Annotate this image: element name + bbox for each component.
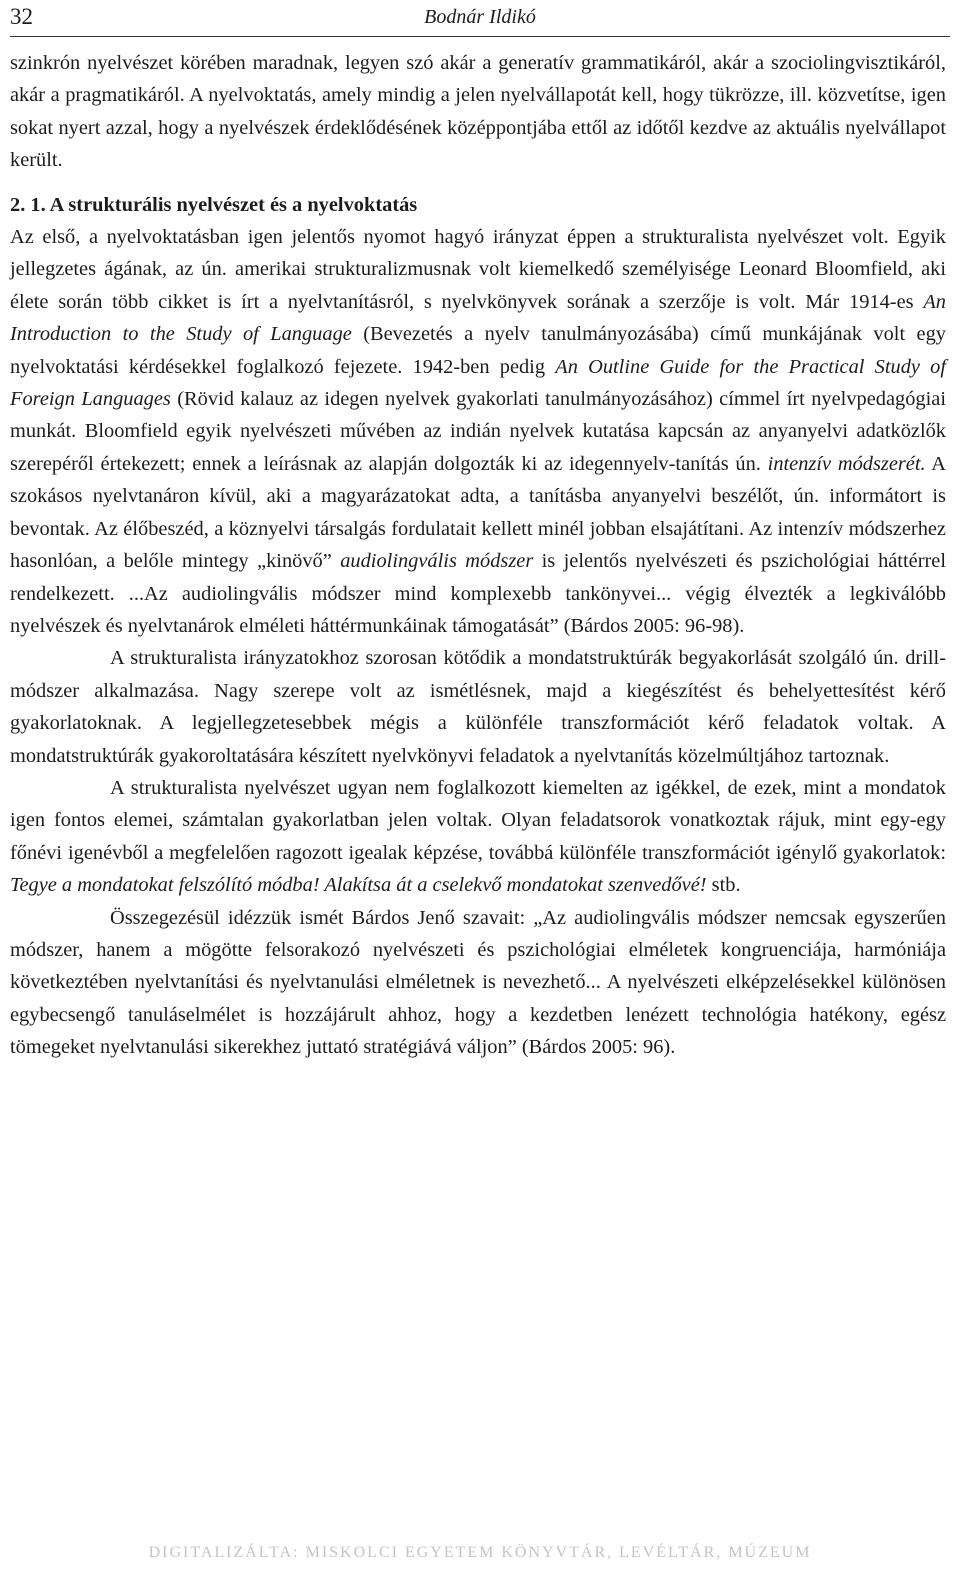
book-title: An Introduction to the Study of Language — [10, 290, 946, 346]
paragraph-summary — [10, 902, 946, 1064]
emphasis-term: intenzív módszerét. — [767, 452, 926, 475]
paragraph-text: is jelentős nyelvészeti és pszichológiai háttérrel rendelkezett. ...Az audiolingvális módszer mind komplexebb tankönyvei... végig élvezték a legkiválóbb nyelvészek és nyelvtanárok elméleti háttérmunkáinak támogatását” (Bárdos 2005: 96-98). — [10, 550, 946, 637]
paragraph-text: stb. — [706, 874, 741, 897]
running-head: Bodnár Ildikó — [424, 6, 536, 28]
paragraph-bloomfield — [10, 221, 946, 642]
body-text — [10, 47, 946, 1064]
paragraph-text: (Bevezetés a nyelv tanulmányozásába) című munkájának volt egy nyelvoktatási kérdésekkel foglalkozó fejezete. 1942-ben pedig — [10, 323, 946, 378]
page-header — [10, 2, 950, 37]
paragraph-text: A strukturalista nyelvészet ugyan nem foglalkozott kiemelten az igékkel, de ezek, mint a mondatok igen fontos elemei, számtalan gyakorlatban jelen voltak. Olyan feladatsorok vonatkoztak rájuk, mint egy-egy főnévi igenévből a megfelelően ragozott igealak képzése, továbbá különféle transzformációt igénylő gyakorlatok: — [10, 776, 946, 864]
paragraph-drill — [10, 642, 946, 772]
paragraph-text: A strukturalista irányzatokhoz szorosan kötődik a mondatstruktúrák begyakorlását szolgáló ún. drill-módszer alkalmazása. Nagy szerepe volt az ismétlésnek, majd a kiegészítést és behelyettesítést kérő gyakorlatoknak. A legjellegzetesebbek mégis a különféle transzformációt kérő feladatok voltak. A mondatstruktúrák gyakoroltatására készített nyelvkönyvi feladatok a nyelvtanítás közelmúltjához tartoznak. — [10, 647, 946, 767]
paragraph-text: Az első, a nyelvoktatásban igen jelentős nyomot hagyó irányzat éppen a strukturalista nyelvészet volt. Egyik jellegzetes ágának, az ún. amerikai strukturalizmusnak volt kiemelkedő személyisége Leonard Bloomfield, aki élete során több cikket is írt a nyelvtanításról, s nyelvkönyvek sorának a szerzője is volt. Már 1914-es — [10, 226, 946, 313]
book-title: An Outline Guide for the Practical Study of Foreign Languages — [10, 355, 946, 411]
emphasis-term: audiolingvális módszer — [340, 550, 534, 573]
digitization-watermark: DIGITALIZÁLTA: MISKOLCI EGYETEM KÖNYVTÁR, LEVÉLTÁR, MÚZEUM — [148, 1544, 812, 1561]
section-heading: 2. 1. A strukturális nyelvészet és a nyelvoktatás — [10, 193, 418, 216]
paragraph-verbs — [10, 772, 946, 902]
paragraph-text: szinkrón nyelvészet körében maradnak, legyen szó akár a generatív grammatikáról, akár a szociolingvisztikáról, akár a pragmatikáról. A nyelvoktatás, amely mindig a jelen nyelvállapotát kell, hogy tükrözze, ill. közvetítse, igen sokat nyert azzal, hogy a nyelvészek érdeklődésének középpontjába ettől az időtől kezdve az aktuális nyelvállapot került. — [10, 52, 946, 172]
paragraph-text: Összegezésül idézzük ismét Bárdos Jenő szavait: „Az audiolingvális módszer nemcsak egyszerűen módszer, hanem a mögötte felsorakozó nyelvészeti és pszichológiai elméletek kongruenciája, harmóniája következtében nyelvtanítási és nyelvtanulási elméletnek is nevezhető... A nyelvészeti elképzelésekkel különösen egybecsengő tanuláselmélet is hozzájárult ahhoz, hogy a kezdetben lenézett technológia hatékony, egész tömegeket nyelvtanulási sikerekhez juttató stratégiává váljon” (Bárdos 2005: 96). — [10, 906, 946, 1059]
paragraph-text: (Rövid kalauz az idegen nyelvek gyakorlati tanulmányozásához) címmel írt nyelvpedagógiai munkát. Bloomfield egyik nyelvészeti művében az indián nyelvek kutatása kapcsán az anyanyelvi adatközlők szerepéről értekezett; ennek a leírásnak az alapján dolgozták ki az idegennyelv-tanítás ún. — [10, 388, 946, 475]
paragraph-text: A szokásos nyelvtanáron kívül, aki a magyarázatokat adta, a tanításba anyanyelvi beszélőt, ún. informátort is bevontak. Az élőbeszéd, a köznyelvi társalgás fordulatait kellett minél jobban elsajátítani. Az intenzív módszerhez hasonlóan, a belőle mintegy „kinövő” — [10, 452, 947, 573]
page-number: 32 — [10, 4, 33, 29]
example-instructions: Tegye a mondatokat felszólító módba! Alakítsa át a cselekvő mondatokat szenvedővé! — [10, 874, 707, 897]
paragraph-intro — [10, 47, 946, 177]
